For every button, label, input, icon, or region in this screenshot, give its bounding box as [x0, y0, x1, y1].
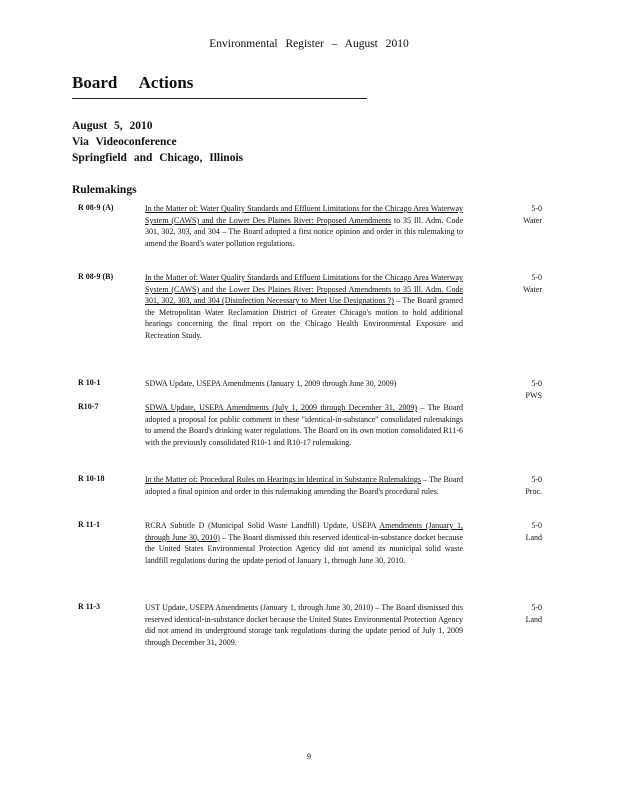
- meeting-date: August 5, 2010: [72, 120, 153, 132]
- entry-vote: [492, 272, 542, 295]
- docket-number: R10-7: [78, 402, 99, 411]
- title-divider: [72, 98, 367, 99]
- vote-category: PWS: [525, 390, 542, 400]
- docket-number: R 08-9 (B): [78, 272, 114, 281]
- entry-description: [145, 203, 463, 249]
- docket-number: R 10-1: [78, 378, 101, 387]
- page-title: Board Actions: [72, 73, 194, 92]
- meeting-location: Springfield and Chicago, Illinois: [72, 152, 244, 164]
- entry-description: [145, 402, 463, 448]
- entry-title: In the Matter of: Procedural Rules on Hearings in Identical in Substance Rulemakings: [145, 475, 422, 484]
- entry-description: [145, 272, 463, 342]
- entry-description: [145, 602, 463, 648]
- vote-count: 5-0: [531, 204, 542, 213]
- entry-title: In the Matter of: Water Quality Standards and Effluent Limitations for the Chicago Area Waterway System (CAWS) and the Lower Des Plaines River: Proposed Amendments: [145, 204, 463, 225]
- docket-number: R 08-9 (A): [78, 203, 114, 212]
- entry-title: In the Matter of: Water Quality Standards and Effluent Limitations for the Chicago Area Waterway System (CAWS) and the Lower Des Plaines River: Proposed Amendments to 35 Ill. Adm. Code 301, 302, 303, and 304 (Disinfection Necessary to Meet Use Designations ?): [145, 273, 463, 306]
- entry-vote: [492, 203, 542, 226]
- entry-description: [145, 378, 463, 390]
- entry-title: SDWA Update, USEPA Amendments (July 1, 2009 through December 31, 2009): [145, 403, 417, 412]
- docket-number: R 11-1: [78, 520, 100, 529]
- section-heading: Rulemakings: [72, 184, 137, 196]
- entry-title: Amendments (January 1, through June 30, 2010): [145, 521, 463, 542]
- meeting-via: Via Videoconference: [72, 136, 177, 148]
- vote-count: 5-0: [531, 521, 542, 530]
- entry-text: – The Board adopted a final opinion and order in this rulemaking amending the Board's procedural rules.: [145, 475, 463, 496]
- entry-text: to 35 Ill. Adm. Code 301, 302, 303, and 304 – The Board adopted a first notice opinion and order in this rulemaking to amend the Board's water pollution regulations.: [145, 215, 463, 248]
- entry-text: – The Board granted the Metropolitan Water Reclamation District of Greater Chicago's motion to hold additional hearings concerning the final report on the Chicago Health Environmental Exposure and Recreation Study.: [145, 296, 463, 340]
- entry-title-prefix: RCRA Subtitle D (Municipal Solid Waste Landfill) Update, USEPA: [145, 521, 380, 530]
- entry-vote: [492, 474, 542, 497]
- entry-text: – The Board dismissed this reserved identical-in-substance docket because the United States Environmental Protection Agency did not amend its underground storage tank regulations during the update period of July 1, 2009 through December 31, 2009.: [145, 603, 463, 647]
- entry-vote: [492, 520, 542, 543]
- page-number: 9: [307, 752, 311, 761]
- entry-text: – The Board adopted a proposal for public comment in these "identical-in-substance" consolidated rulemakings to amend the Board's drinking water regulations. The Board on its own motion consolidated R11-6 with the previously consolidated R10-1 and R10-17 rulemaking.: [145, 403, 464, 447]
- vote-category: Land: [525, 614, 542, 624]
- meeting-info: [72, 118, 243, 166]
- vote-count: 5-0: [531, 475, 542, 484]
- entry-title: SDWA Update, USEPA Amendments (January 1, 2009 through June 30, 2009): [145, 379, 397, 388]
- vote-category: Proc.: [525, 486, 542, 496]
- vote-category: Water: [523, 215, 542, 225]
- vote-category: Land: [525, 532, 542, 542]
- docket-number: R 11-3: [78, 602, 100, 611]
- entry-title: UST Update, USEPA Amendments (January 1, through June 30, 2010): [145, 603, 374, 612]
- vote-count: 5-0: [531, 273, 542, 282]
- vote-count: 5-0: [531, 379, 542, 388]
- vote-category: Water: [523, 284, 542, 294]
- entry-text: – The Board dismissed this reserved identical-in-substance docket because the United States Environmental Protection Agency did not amend its municipal solid waste landfill regulations during the update period of January 1, through June 30, 2010.: [145, 532, 463, 565]
- entry-description: [145, 474, 463, 497]
- entry-description: [145, 520, 463, 566]
- entry-vote: [492, 378, 542, 401]
- entry-vote: [492, 602, 542, 625]
- running-header: Environmental Register – August 2010: [209, 38, 409, 50]
- vote-count: 5-0: [531, 603, 542, 612]
- docket-number: R 10-18: [78, 474, 105, 483]
